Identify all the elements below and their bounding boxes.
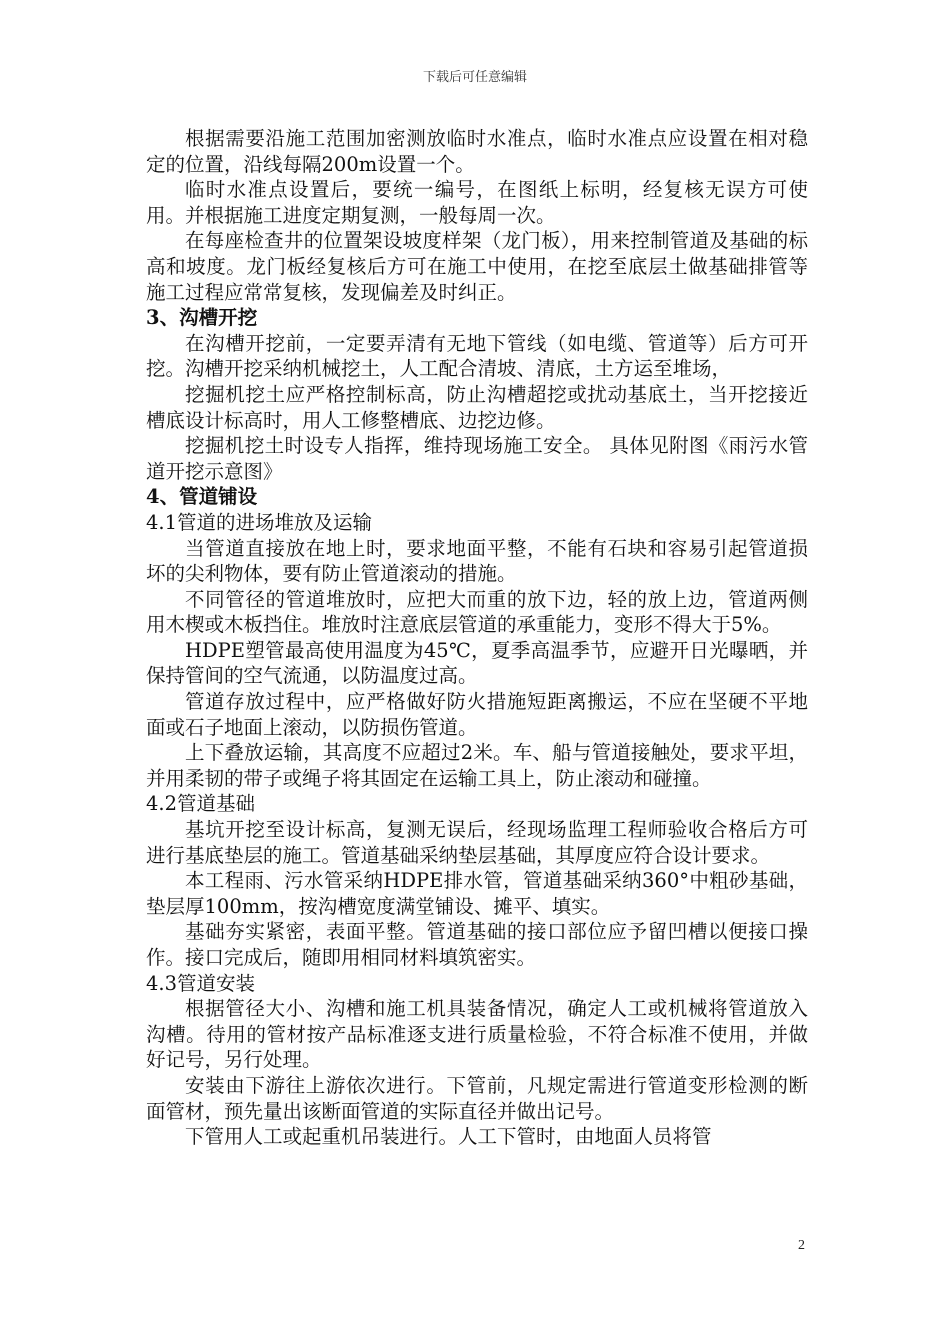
paragraph: 安装由下游往上游依次进行。下管前，凡规定需进行管道变形检测的断面管材，预先量出该断面管道的实际直径并做出记号。 <box>146 1073 808 1123</box>
paragraph: 不同管径的管道堆放时，应把大而重的放下边，轻的放上边，管道两侧用木楔或木板挡住。堆放时注意底层管道的承重能力，变形不得大于5%。 <box>146 587 808 637</box>
paragraph: 当管道直接放在地上时，要求地面平整，不能有石块和容易引起管道损坏的尖利物体，要有防止管道滚动的措施。 <box>146 536 808 586</box>
subsection-heading: 4.3管道安装 <box>146 971 256 995</box>
section-heading: 4、管道铺设 <box>146 485 258 509</box>
paragraph: 基础夯实紧密，表面平整。管道基础的接口部位应予留凹槽以便接口操作。接口完成后，随即用相同材料填筑密实。 <box>146 920 808 969</box>
paragraph: 管道存放过程中，应严格做好防火措施短距离搬运，不应在坚硬不平地面或石子地面上滚动，以防损伤管道。 <box>146 690 808 739</box>
subsection-heading: 4.1管道的进场堆放及运输 <box>146 510 373 534</box>
paragraph: 在沟槽开挖前，一定要弄清有无地下管线（如电缆、管道等）后方可开挖。沟槽开挖采纳机械挖土，人工配合清坡、清底，土方运至堆场， <box>146 331 808 381</box>
paragraph: 本工程雨、污水管采纳HDPE排水管，管道基础采纳360°中粗砂基础，垫层厚100mm，按沟槽宽度满堂铺设、摊平、填实。 <box>146 869 808 918</box>
page-header: 下载后可任意编辑 <box>422 70 527 85</box>
paragraph: 根据管径大小、沟槽和施工机具装备情况，确定人工或机械将管道放入沟槽。待用的管材按产品标准逐支进行质量检验，不符合标准不使用，并做好记号，另行处理。 <box>146 997 808 1072</box>
paragraph: HDPE塑管最高使用温度为45℃，夏季高温季节，应避开日光曝晒，并保持管间的空气流通，以防温度过高。 <box>146 638 808 688</box>
page-number: 2 <box>798 1238 805 1253</box>
document-body <box>146 126 808 1150</box>
paragraph: 在每座检查井的位置架设坡度样架（龙门板），用来控制管道及基础的标高和坡度。龙门板经复核后方可在施工中使用，在挖至底层土做基础排管等施工过程应常常复核，发现偏差及时纠正。 <box>146 229 808 304</box>
subsection-heading: 4.2管道基础 <box>146 792 256 816</box>
paragraph: 基坑开挖至设计标高，复测无误后，经现场监理工程师验收合格后方可进行基底垫层的施工。管道基础采纳垫层基础，其厚度应符合设计要求。 <box>146 818 808 867</box>
paragraph: 下管用人工或起重机吊装进行。人工下管时，由地面人员将管 <box>185 1125 712 1149</box>
paragraph: 挖掘机挖土时设专人指挥，维持现场施工安全。 具体见附图《雨污水管道开挖示意图》 <box>146 434 808 483</box>
paragraph: 根据需要沿施工范围加密测放临时水准点，临时水准点应设置在相对稳定的位置，沿线每隔200m设置一个。 <box>146 127 808 176</box>
section-heading: 3、沟槽开挖 <box>146 306 258 330</box>
paragraph: 上下叠放运输，其高度不应超过2米。车、船与管道接触处，要求平坦，并用柔韧的带子或绳子将其固定在运输工具上，防止滚动和碰撞。 <box>146 741 808 790</box>
paragraph: 临时水准点设置后，要统一编号，在图纸上标明，经复核无误方可使用。并根据施工进度定期复测，一般每周一次。 <box>146 178 808 227</box>
paragraph: 挖掘机挖土应严格控制标高，防止沟槽超挖或扰动基底土，当开挖接近槽底设计标高时，用人工修整槽底、边挖边修。 <box>146 382 808 432</box>
